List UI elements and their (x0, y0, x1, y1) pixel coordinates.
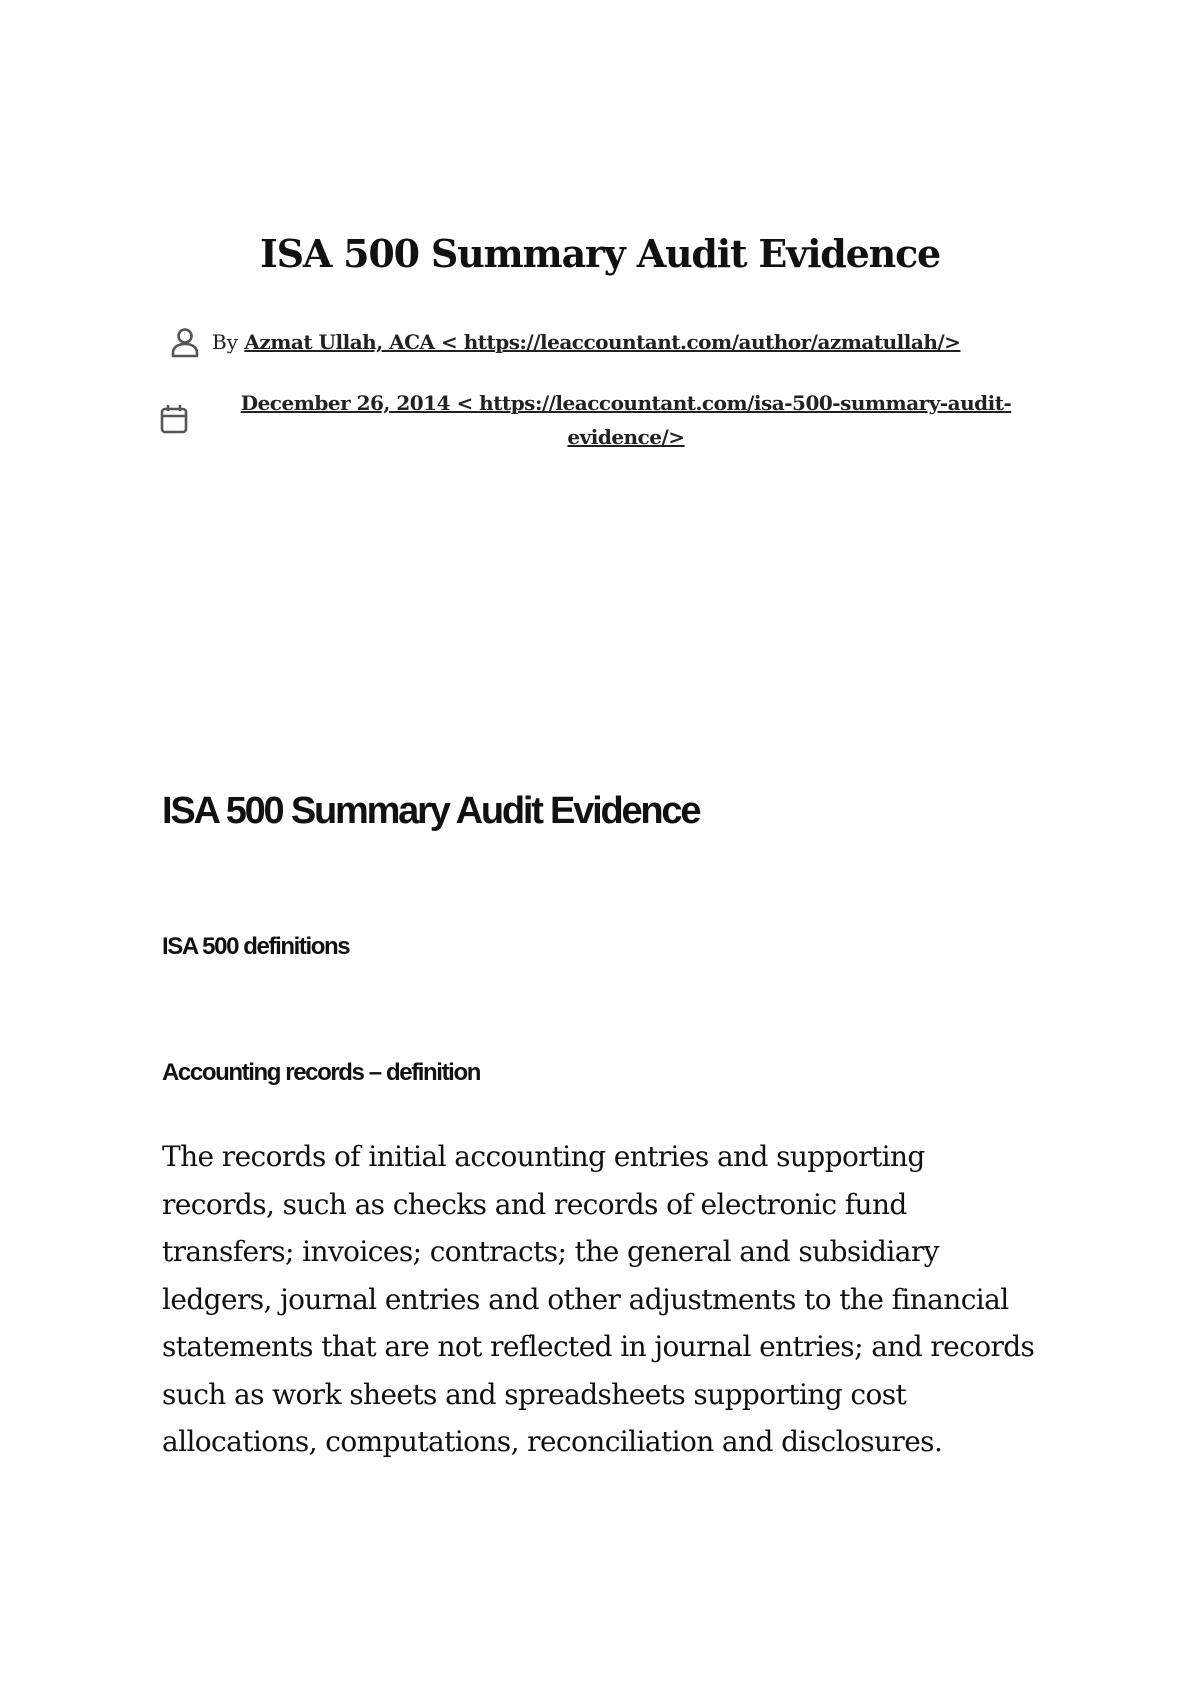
author-by-label: By (212, 330, 238, 354)
author-link[interactable]: Azmat Ullah, ACA < https://leaccountant.com/author/azmatullah/> (244, 330, 961, 354)
post-date-meta (160, 386, 1040, 454)
definition-paragraph: The records of initial accounting entries and supporting records, such as checks and records of electronic fund transfers; invoices; contracts; the general and subsidiary ledgers, journal entries and other adjustments to the financial statements that are not reflected in journal entries; and records such as work sheets and spreadsheets supporting cost allocations, computations, reconciliation and disclosures. (162, 1140, 1035, 1458)
post-author-meta (170, 325, 960, 359)
article-heading: ISA 500 Summary Audit Evidence (162, 790, 700, 832)
sub-heading: Accounting records – definition (162, 1059, 480, 1086)
section-heading: ISA 500 definitions (162, 933, 350, 960)
calendar-icon (160, 404, 212, 434)
date-link[interactable]: December 26, 2014 < https://leaccountant.com/isa-500-summary-audit-evidence/> (240, 391, 1012, 449)
person-icon (170, 326, 200, 358)
post-title: ISA 500 Summary Audit Evidence (260, 231, 940, 276)
